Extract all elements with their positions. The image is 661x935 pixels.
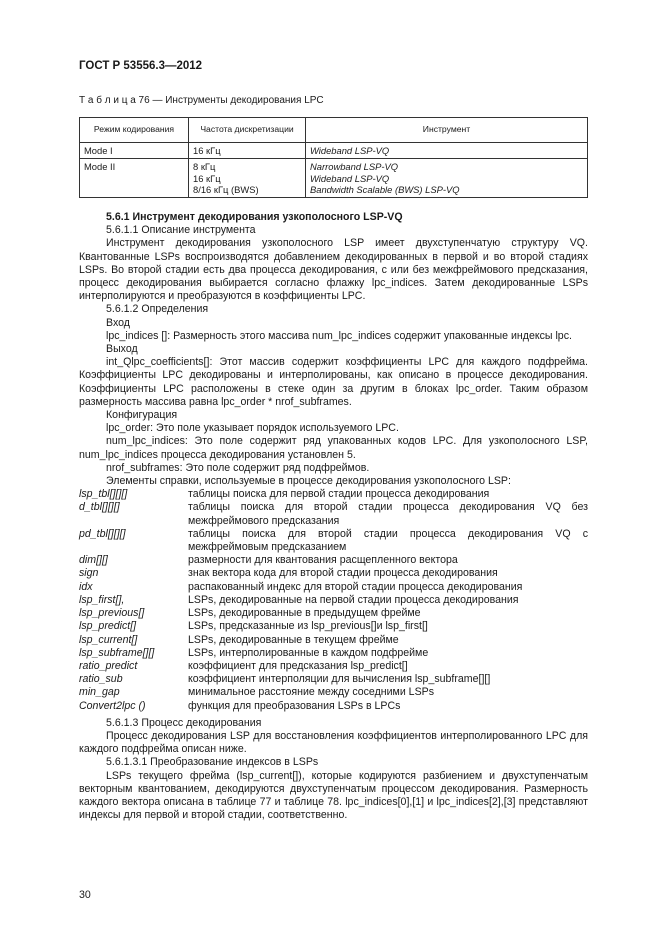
definition-term: idx (79, 580, 93, 593)
cell-mode: Mode I (80, 143, 189, 159)
definition-term: lsp_previous[] (79, 607, 145, 620)
cell-frequency (189, 143, 306, 159)
definition-desc: таблицы поиска для первой стадии процесса декодирования (188, 488, 490, 501)
definition-row (79, 488, 588, 501)
output-label: Выход (106, 343, 138, 356)
definition-row (79, 567, 588, 580)
definition-row (79, 700, 588, 713)
frequency-value: 16 кГц (193, 172, 221, 184)
tool-name: Bandwidth Scalable (BWS) LSP-VQ (310, 183, 460, 195)
definition-desc: LSPs, интерполированные в каждом подфрейме (188, 646, 429, 659)
definition-term: pd_tbl[][][] (79, 527, 126, 540)
frequency-value: 8/16 кГц (BWS) (193, 183, 259, 195)
definition-term: min_gap (79, 686, 120, 699)
document-header: ГОСТ Р 53556.3—2012 (79, 60, 203, 72)
help-intro: Элементы справки, используемые в процессе декодирования узкополосного LSP: (106, 475, 511, 488)
input-label: Вход (106, 316, 130, 329)
config-label: Конфигурация (106, 409, 178, 422)
column-header-mode: Режим кодирования (80, 118, 189, 143)
definition-term: lsp_predict[] (79, 620, 137, 633)
table-row (80, 159, 588, 198)
paragraph: LSPs текущего фрейма (lsp_current[]), которые кодируются разбиением и двухступенчатым векторным квантованием, декодируются двухступенчатым процессом декодирования. Размерность каждого вектора описана в таблице 77 и таблице 78. lpc_indices[0],[1] и lpc_indices[2],[3] представляют индексы для первой и второй стадии, соответственно. (79, 769, 588, 822)
column-header-tool: Инструмент (306, 118, 588, 143)
table-row (80, 143, 588, 159)
cell-tool (306, 143, 588, 159)
config-item: num_lpc_indices: Это поле содержит ряд упакованных кодов LPC. Для узкополосного LSP, num_lpc_indices процесса декодирования установлен 5. (79, 435, 588, 461)
definition-term: lsp_current[] (79, 633, 138, 646)
definition-desc: таблицы поиска для второй стадии процесса декодирования VQ без межфреймового предсказания (188, 501, 588, 527)
table-caption: Т а б л и ц а 76 — Инструменты декодирования LPC (79, 95, 324, 106)
column-header-frequency: Частота дискретизации (189, 118, 306, 143)
definition-term: lsp_first[], (79, 593, 125, 606)
definition-term: lsp_subframe[][] (79, 646, 155, 659)
definition-desc: минимальное расстояние между соседними LSPs (188, 686, 435, 699)
subsection-title: 5.6.1.3.1 Преобразование индексов в LSPs (106, 756, 319, 769)
definition-desc: коэффициент для предсказания lsp_predict[] (188, 659, 408, 672)
tool-name: Narrowband LSP-VQ (310, 161, 399, 173)
definition-term: Convert2lpc () (79, 699, 146, 712)
definition-row (79, 607, 588, 620)
subsection-title: 5.6.1.3 Процесс декодирования (106, 716, 262, 729)
frequency-value: 8 кГц (193, 161, 216, 173)
config-item: nrof_subframes: Это поле содержит ряд подфреймов. (106, 461, 370, 474)
definition-desc: распакованный индекс для второй стадии процесса декодирования (188, 580, 523, 593)
subsection-title: 5.6.1.1 Описание инструмента (106, 224, 256, 237)
page-number: 30 (79, 889, 91, 901)
definition-row (79, 554, 588, 567)
definition-row (79, 594, 588, 607)
definition-row (79, 673, 588, 686)
frequency-value: 16 кГц (193, 145, 221, 157)
definition-row (79, 634, 588, 647)
definition-term: d_tbl[][][] (79, 501, 120, 514)
definition-desc: функция для преобразования LSPs в LPCs (188, 699, 401, 712)
definition-row (79, 647, 588, 660)
definition-term: dim[][] (79, 554, 108, 567)
definition-row (79, 686, 588, 699)
definition-desc: коэффициент интерполяции для вычисления lsp_subframe[][] (188, 673, 491, 686)
section-title: 5.6.1 Инструмент декодирования узкополосного LSP-VQ (106, 211, 403, 223)
definition-desc: размерности для квантования расщепленного вектора (188, 554, 458, 567)
tool-name: Wideband LSP-VQ (310, 145, 390, 157)
cell-tool (306, 159, 588, 198)
cell-mode: Mode II (80, 159, 189, 198)
subsection-title: 5.6.1.2 Определения (106, 303, 209, 316)
definition-desc: таблицы поиска для второй стадии процесса декодирования VQ с межфреймовым предсказанием (188, 527, 588, 554)
input-description: lpc_indices []: Размерность этого массива num_lpc_indices содержит упакованные индексы lpc. (106, 329, 572, 342)
definition-term: ratio_predict (79, 659, 138, 672)
definition-row (79, 620, 588, 633)
output-description: int_Qlpc_coefficients[]: Этот массив содержит коэффициенты LPC для каждого подфрейма. Коэффициенты LPC декодированы и интерполированы, как описано в процессе декодирования. Коэффициенты LPC расположены в стеке один за другим в блоках lpc_order. Таким образом размерность массива равна lpc_order * nrof_subframes. (79, 356, 588, 408)
definition-row (79, 660, 588, 673)
definition-term: sign (79, 567, 99, 580)
table-header-row (80, 118, 588, 143)
definition-desc: LSPs, предсказанные из lsp_previous[]и lsp_first[] (188, 620, 428, 633)
definition-row (79, 528, 588, 554)
section-body (79, 211, 588, 822)
definition-desc: LSPs, декодированные в предыдущем фрейме (188, 607, 421, 620)
paragraph: Инструмент декодирования узкополосного LSP имеет двухступенчатую структуру VQ. Квантованные LSPs воспроизводятся добавлением декодированных в первой и во второй стадиях LSPs. Во второй стадии есть два процесса декодирования, с или без межфреймового предсказания, процесс декодирования выбирается согласно флажку lpc_indices. Затем декодированные LSPs интерполируются и преобразуются в коэффициенты LPC. (79, 237, 588, 303)
definition-desc: LSPs, декодированные на первой стадии процесса декодирования (188, 593, 519, 606)
definition-row (79, 581, 588, 594)
definition-term: ratio_sub (79, 673, 123, 686)
definition-row (79, 501, 588, 527)
cell-frequency (189, 159, 306, 198)
definition-term: lsp_tbl[][][] (79, 488, 128, 501)
paragraph: Процесс декодирования LSP для восстановления коэффициентов интерполированного LPC для каждого подфрейма описан ниже. (79, 729, 588, 756)
definition-desc: знак вектора кода для второй стадии процесса декодирования (188, 567, 498, 580)
lpc-tools-table (79, 117, 588, 198)
definition-desc: LSPs, декодированные в текущем фрейме (188, 633, 399, 646)
tool-name: Wideband LSP-VQ (310, 172, 390, 184)
config-item: lpc_order: Это поле указывает порядок используемого LPC. (106, 422, 399, 435)
